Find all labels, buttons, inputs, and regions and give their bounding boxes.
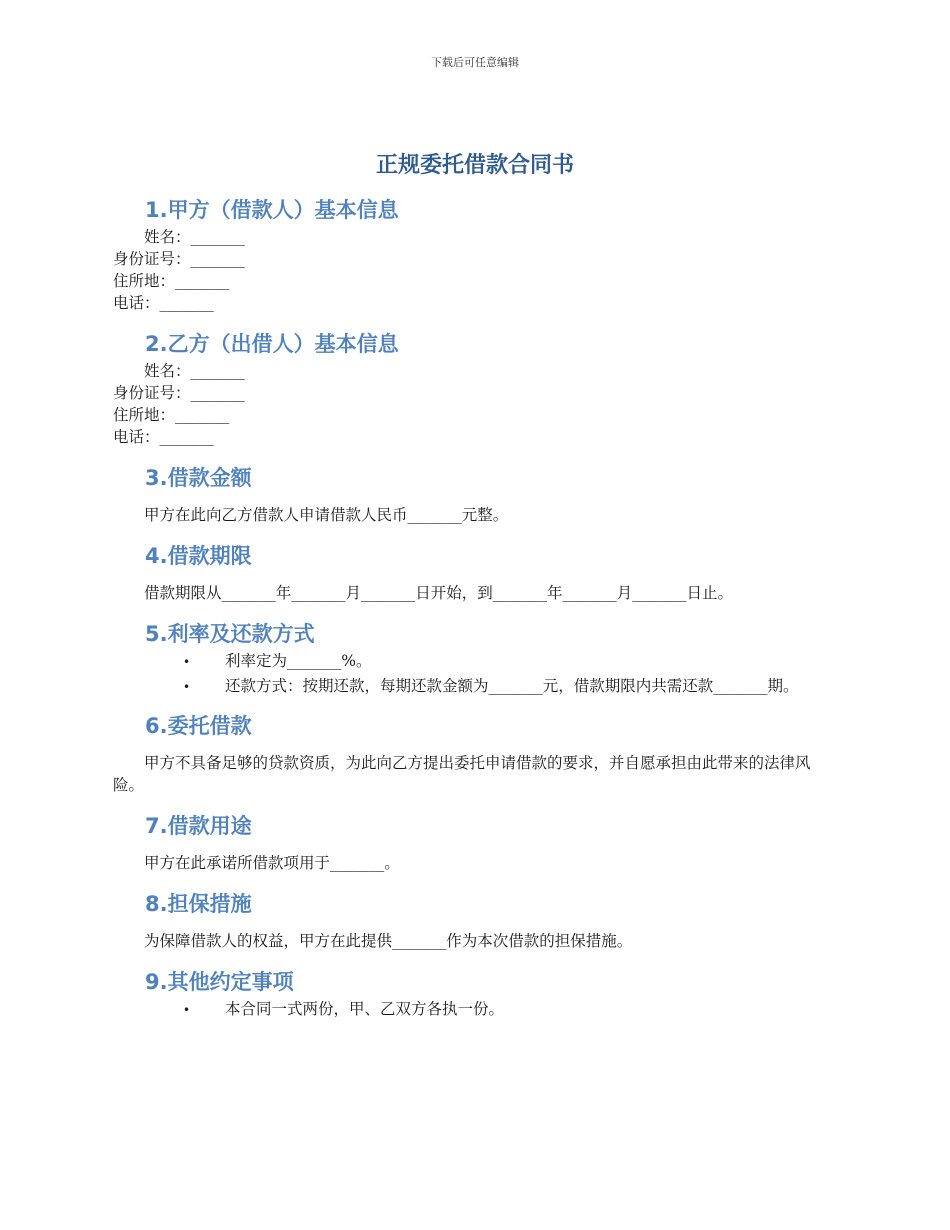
list-item-text: 本合同一式两份，甲、乙双方各执一份。 — [225, 1000, 505, 1018]
list-item — [113, 650, 838, 673]
section-heading: 9.其他约定事项 — [145, 970, 294, 994]
bullet-icon: • — [183, 1003, 191, 1017]
document-body — [113, 194, 838, 1023]
section-heading: 4.借款期限 — [145, 544, 252, 568]
field-phone: 电话：_______ — [113, 428, 214, 446]
loan-amount-text: 甲方在此向乙方借款人申请借款人民币_______元整。 — [144, 506, 509, 524]
field-id-number: 身份证号：_______ — [113, 384, 245, 402]
section-heading: 3.借款金额 — [145, 466, 252, 490]
field-address: 住所地：_______ — [113, 406, 230, 424]
field-name: 姓名：_______ — [144, 362, 245, 380]
entrusted-loan-text: 甲方不具备足够的贷款资质，为此向乙方提出委托申请借款的要求，并自愿承担由此带来的法律风险。 — [113, 754, 811, 794]
section-heading: 8.担保措施 — [145, 892, 252, 916]
document-title: 正规委托借款合同书 — [375, 153, 574, 178]
list-item-text: 利率定为_______%。 — [225, 652, 372, 670]
bullet-icon: • — [183, 655, 191, 669]
section-heading: 1.甲方（借款人）基本信息 — [145, 198, 399, 222]
list-item — [113, 998, 838, 1021]
bullet-list — [113, 998, 838, 1021]
section-heading: 7.借款用途 — [145, 814, 252, 838]
loan-purpose-text: 甲方在此承诺所借款项用于_______。 — [144, 854, 400, 872]
field-address: 住所地：_______ — [113, 272, 230, 290]
list-item-text: 还款方式：按期还款，每期还款金额为_______元，借款期限内共需还款_______期。 — [225, 677, 799, 695]
field-id-number: 身份证号：_______ — [113, 250, 245, 268]
bullet-list — [113, 650, 838, 698]
field-phone: 电话：_______ — [113, 294, 214, 312]
guarantee-text: 为保障借款人的权益，甲方在此提供_______作为本次借款的担保措施。 — [144, 932, 633, 950]
section-heading: 2.乙方（出借人）基本信息 — [145, 332, 399, 356]
loan-term-text: 借款期限从_______年_______月_______日开始，到_______年_______月_______日止。 — [144, 584, 734, 602]
section-heading: 6.委托借款 — [145, 714, 252, 738]
section-heading: 5.利率及还款方式 — [145, 622, 315, 646]
header-note: 下载后可任意编辑 — [431, 56, 519, 69]
field-name: 姓名：_______ — [144, 228, 245, 246]
list-item — [113, 675, 838, 698]
bullet-icon: • — [183, 680, 191, 694]
